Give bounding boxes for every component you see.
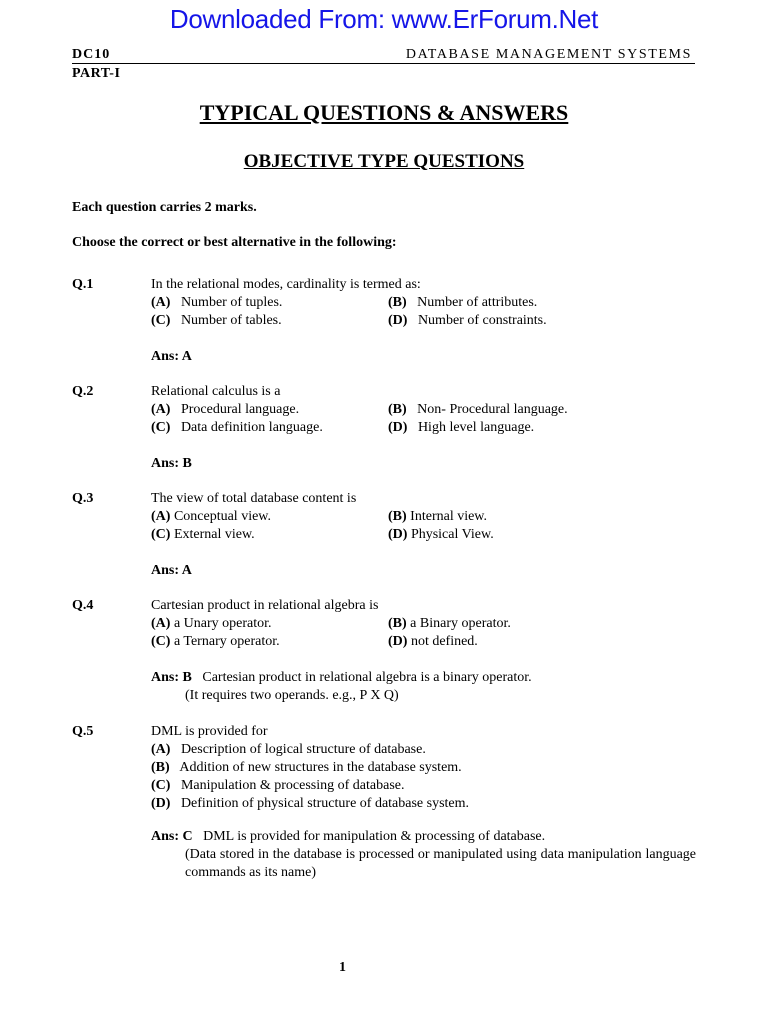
answer <box>151 828 696 846</box>
option-a <box>151 508 271 526</box>
option-label: (B) <box>151 760 170 775</box>
option-text: Data definition language. <box>180 420 323 435</box>
option-d <box>388 312 547 330</box>
marks-instruction: Each question carries 2 marks. <box>72 200 257 215</box>
option-label: (C) <box>151 634 171 649</box>
option-label: (D) <box>388 527 408 542</box>
answer-explanation: (Data stored in the database is processed or manipulated using data manipulation language commands as its name) <box>185 847 696 880</box>
option-label: (A) <box>151 402 171 417</box>
option-text: Manipulation & processing of database. <box>180 778 405 793</box>
option-d <box>151 795 469 813</box>
option-c <box>151 526 255 544</box>
question-number: Q.3 <box>72 491 94 506</box>
question-number: Q.2 <box>72 384 94 399</box>
answer-label: Ans: A <box>151 349 192 364</box>
option-text: a Ternary operator. <box>173 634 280 649</box>
option-b <box>388 615 511 633</box>
source-banner: Downloaded From: www.ErForum.Net <box>169 4 599 34</box>
answer <box>151 562 696 580</box>
option-label: (B) <box>388 616 407 631</box>
option-label: (D) <box>388 634 408 649</box>
option-label: (C) <box>151 313 171 328</box>
answer-text: DML is provided for manipulation & processing of database. <box>203 829 546 844</box>
option-text: Internal view. <box>410 509 488 524</box>
question-number: Q.4 <box>72 598 94 613</box>
answer-label: Ans: B <box>151 456 192 471</box>
option-b <box>388 294 537 312</box>
option-a <box>151 294 282 312</box>
option-label: (C) <box>151 778 171 793</box>
option-text: Number of attributes. <box>417 295 538 310</box>
option-label: (B) <box>388 509 407 524</box>
option-text: External view. <box>173 527 255 542</box>
option-text: Definition of physical structure of database system. <box>180 796 470 811</box>
option-label: (B) <box>388 402 407 417</box>
option-label: (A) <box>151 509 171 524</box>
option-text: Number of tables. <box>180 313 282 328</box>
question-number: Q.5 <box>72 724 94 739</box>
subject-title: DATABASE MANAGEMENT SYSTEMS <box>405 47 692 62</box>
question-number: Q.1 <box>72 277 94 292</box>
answer-explanation: (It requires two operands. e.g., P X Q) <box>185 688 399 703</box>
option-d <box>388 419 534 437</box>
answer-label: Ans: C <box>151 829 193 844</box>
option-d <box>388 633 478 651</box>
option-text: Non- Procedural language. <box>417 402 568 417</box>
answer-label: Ans: A <box>151 563 192 578</box>
option-label: (C) <box>151 420 171 435</box>
question-stem: Relational calculus is a <box>151 384 281 399</box>
option-text: not defined. <box>410 634 478 649</box>
question-stem: DML is provided for <box>151 724 268 739</box>
option-b <box>151 759 462 777</box>
option-c <box>151 419 323 437</box>
option-text: High level language. <box>417 420 535 435</box>
option-text: a Unary operator. <box>173 616 272 631</box>
option-text: Description of logical structure of database. <box>180 742 426 757</box>
option-c <box>151 777 405 795</box>
option-text: Addition of new structures in the database system. <box>179 760 462 775</box>
answer-text: Cartesian product in relational algebra is a binary operator. <box>202 670 532 685</box>
option-text: Physical View. <box>410 527 494 542</box>
option-a <box>151 741 426 759</box>
choose-instruction: Choose the correct or best alternative in the following: <box>72 235 397 250</box>
option-label: (D) <box>388 313 408 328</box>
question-stem: The view of total database content is <box>151 491 357 506</box>
course-code: DC10 <box>72 47 111 62</box>
option-b <box>388 508 487 526</box>
page-title: TYPICAL QUESTIONS & ANSWERS <box>199 100 569 125</box>
part-label: PART-I <box>72 66 121 81</box>
option-label: (D) <box>388 420 408 435</box>
option-label: (A) <box>151 616 171 631</box>
option-c <box>151 633 280 651</box>
answer <box>151 455 696 473</box>
option-label: (B) <box>388 295 407 310</box>
option-a <box>151 401 299 419</box>
option-c <box>151 312 282 330</box>
answer <box>151 348 696 366</box>
option-label: (D) <box>151 796 171 811</box>
option-label: (C) <box>151 527 171 542</box>
option-text: Procedural language. <box>180 402 300 417</box>
option-b <box>388 401 568 419</box>
header-rule <box>72 63 695 64</box>
answer-label: Ans: B <box>151 670 192 685</box>
option-a <box>151 615 272 633</box>
option-label: (A) <box>151 295 171 310</box>
section-title: OBJECTIVE TYPE QUESTIONS <box>243 151 525 172</box>
answer <box>151 669 696 687</box>
question-stem: Cartesian product in relational algebra is <box>151 598 379 613</box>
option-text: Number of constraints. <box>417 313 547 328</box>
page-number: 1 <box>339 960 346 975</box>
question-stem: In the relational modes, cardinality is termed as: <box>151 277 421 292</box>
option-d <box>388 526 494 544</box>
option-text: Conceptual view. <box>173 509 272 524</box>
option-text: a Binary operator. <box>410 616 511 631</box>
option-label: (A) <box>151 742 171 757</box>
option-text: Number of tuples. <box>180 295 283 310</box>
